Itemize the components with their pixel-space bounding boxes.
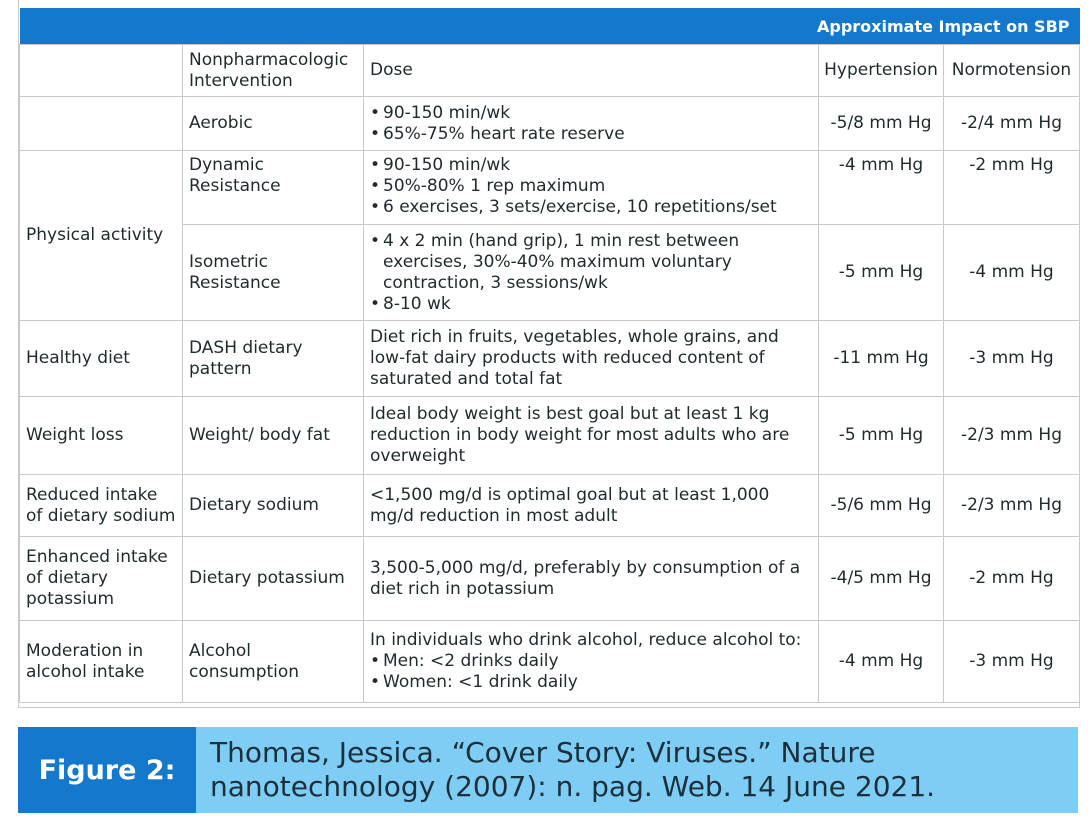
hypertension-cell: -5/6 mm Hg: [819, 475, 944, 537]
table-row: [20, 151, 1080, 225]
col-header-hypertension: Hypertension: [819, 45, 944, 97]
intervention-cell: Dynamic Resistance: [183, 151, 364, 225]
dose-bullet: • 50%-80% 1 rep maximum: [370, 176, 812, 197]
normotension-cell: -3 mm Hg: [944, 321, 1080, 397]
hypertension-cell: -4 mm Hg: [819, 621, 944, 703]
table-row: [20, 475, 1080, 537]
normotension-cell: -4 mm Hg: [944, 225, 1080, 321]
intervention-cell: Dietary sodium: [183, 475, 364, 537]
dose-bullet: • 90-150 min/wk: [370, 103, 812, 124]
hypertension-cell: -5 mm Hg: [819, 225, 944, 321]
intervention-cell: Alcohol consumption: [183, 621, 364, 703]
table-row: [20, 397, 1080, 475]
col-header-intervention: Nonpharmacologic Intervention: [183, 45, 364, 97]
dose-cell: [364, 97, 819, 151]
dose-cell: [364, 151, 819, 225]
hypertension-cell: -5/8 mm Hg: [819, 97, 944, 151]
normotension-cell: -2/3 mm Hg: [944, 475, 1080, 537]
figure-label: Figure 2:: [18, 727, 196, 813]
table-row: [20, 621, 1080, 703]
col-header-dose: Dose: [364, 45, 819, 97]
col-header-category: [20, 45, 183, 97]
category-cell: Moderation in alcohol intake: [20, 621, 183, 703]
intervention-cell: Aerobic: [183, 97, 364, 151]
table-row: [20, 537, 1080, 621]
intervention-cell: Dietary potassium: [183, 537, 364, 621]
table-row: [20, 97, 1080, 151]
col-header-normotension: Normotension: [944, 45, 1080, 97]
normotension-cell: -2 mm Hg: [944, 537, 1080, 621]
dose-cell: Ideal body weight is best goal but at least 1 kg reduction in body weight for most adults who are overweight: [364, 397, 819, 475]
sbp-table: [18, 0, 1080, 708]
dose-cell: <1,500 mg/d is optimal goal but at least 1,000 mg/d reduction in most adult: [364, 475, 819, 537]
table-row: [20, 321, 1080, 397]
category-cell: Reduced intake of dietary sodium: [20, 475, 183, 537]
normotension-cell: -2/3 mm Hg: [944, 397, 1080, 475]
normotension-cell: -2/4 mm Hg: [944, 97, 1080, 151]
dose-cell: [364, 621, 819, 703]
impact-header-band: Approximate Impact on SBP: [20, 8, 1080, 45]
normotension-cell: -2 mm Hg: [944, 151, 1080, 225]
intervention-cell: Weight/ body fat: [183, 397, 364, 475]
category-cell: Physical activity: [20, 151, 183, 321]
dose-bullet: • Men: <2 drinks daily: [370, 651, 812, 672]
dose-bullet: • 65%-75% heart rate reserve: [370, 124, 812, 145]
dose-cell: 3,500-5,000 mg/d, preferably by consumption of a diet rich in potassium: [364, 537, 819, 621]
category-cell: Healthy diet: [20, 321, 183, 397]
dose-bullet: • 8-10 wk: [370, 294, 812, 315]
normotension-cell: -3 mm Hg: [944, 621, 1080, 703]
dose-cell: [364, 225, 819, 321]
hypertension-cell: -11 mm Hg: [819, 321, 944, 397]
hypertension-cell: -4 mm Hg: [819, 151, 944, 225]
dose-bullet: • 6 exercises, 3 sets/exercise, 10 repetitions/set: [370, 197, 812, 218]
column-header-row: [20, 45, 1080, 97]
dose-cell: Diet rich in fruits, vegetables, whole grains, and low-fat dairy products with reduced content of saturated and total fat: [364, 321, 819, 397]
dose-bullet: • 4 x 2 min (hand grip), 1 min rest between exercises, 30%-40% maximum voluntary contraction, 3 sessions/wk: [370, 231, 812, 294]
citation-text: Thomas, Jessica. “Cover Story: Viruses.” Nature nanotechnology (2007): n. pag. Web. 14 June 2021.: [196, 727, 1078, 813]
dose-intro: In individuals who drink alcohol, reduce alcohol to:: [370, 630, 802, 650]
hypertension-cell: -5 mm Hg: [819, 397, 944, 475]
figure-caption: [18, 727, 1078, 813]
intervention-cell: Isometric Resistance: [183, 225, 364, 321]
intervention-cell: DASH dietary pattern: [183, 321, 364, 397]
dose-bullet: • 90-150 min/wk: [370, 155, 812, 176]
category-cell: Enhanced intake of dietary potassium: [20, 537, 183, 621]
category-cell: Weight loss: [20, 397, 183, 475]
dose-bullet: • Women: <1 drink daily: [370, 672, 812, 693]
hypertension-cell: -4/5 mm Hg: [819, 537, 944, 621]
